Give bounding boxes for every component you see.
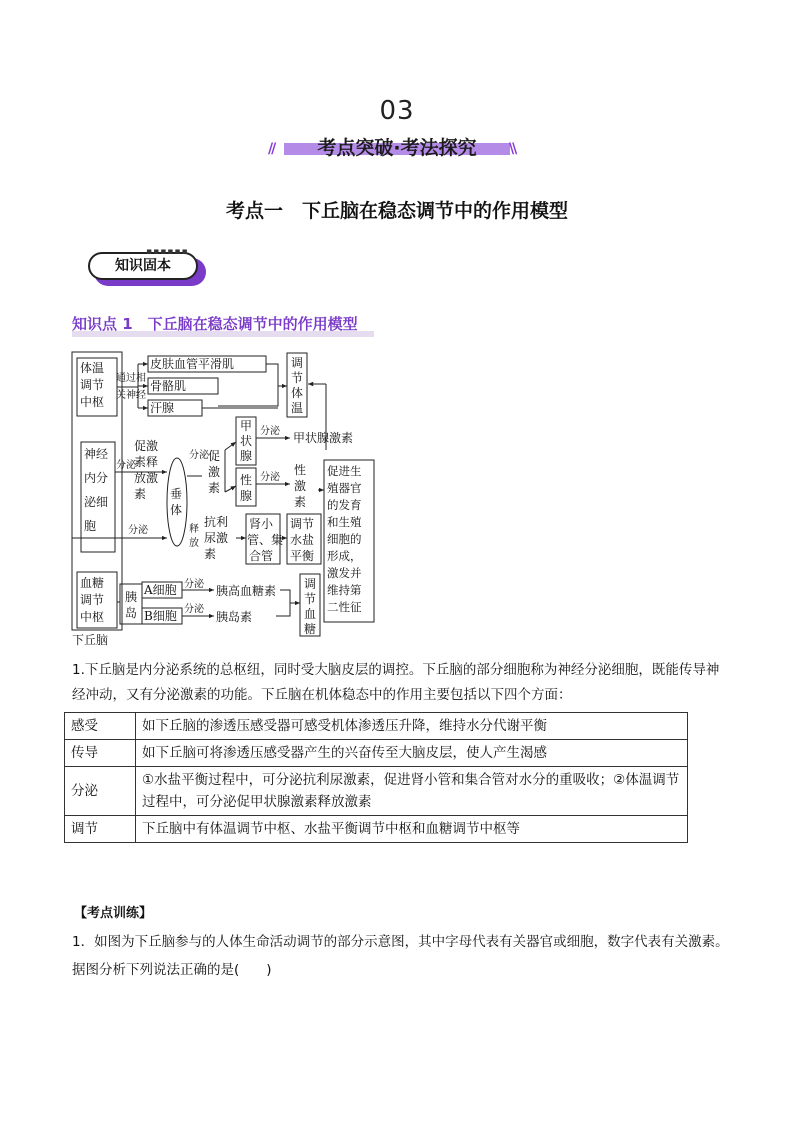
shenxiao-2: 管、集 <box>247 533 284 547</box>
tongguo-line-1: 通过相 <box>116 373 146 384</box>
fenmi-label-4: 分泌 <box>260 426 280 437</box>
knowledge-point-title <box>72 313 358 334</box>
yidao-2: 岛 <box>125 606 138 620</box>
table-row <box>65 713 688 740</box>
xuetang-line-1: 血糖 <box>80 576 105 590</box>
bxibao-label: B细胞 <box>144 609 177 623</box>
fenmi-label-1: 分泌 <box>116 460 136 471</box>
table-cell-key: 感受 <box>65 713 136 740</box>
fenmi-label-6: 分泌 <box>184 579 204 590</box>
xingxian-1: 性 <box>240 473 253 487</box>
shenjing-line-2: 内分 <box>84 471 109 485</box>
tiaojie-xuetang-1: 调 <box>304 577 317 591</box>
table-cell-value: ①水盐平衡过程中，可分泌抗利尿激素，促进肾小管和集合管对水分的重吸收；②体温调节过程中，可分泌促甲状腺激素释放激素 <box>136 767 688 816</box>
page-title: 考点一 下丘脑在稳态调节中的作用模型 <box>225 200 568 222</box>
gugeji-label: 骨骼肌 <box>150 379 187 393</box>
shuiyan-1: 调节 <box>290 517 315 531</box>
table-cell-key: 传导 <box>65 740 136 767</box>
hypothalamus-diagram <box>68 350 388 650</box>
xingjisu-1: 性 <box>294 463 307 477</box>
cujin-3: 的发育 <box>327 498 362 512</box>
cu-line-1: 促 <box>208 449 221 463</box>
section-banner <box>284 135 510 157</box>
table-row <box>65 767 688 816</box>
cu-line-3: 素 <box>208 481 221 495</box>
xingjisu-3: 素 <box>294 495 307 509</box>
fenmi-label-2: 分泌 <box>189 450 209 461</box>
tongguo-line-2: 关神经 <box>116 390 146 401</box>
table-cell-value: 如下丘脑的渗透压感受器可感受机体渗透压升降，维持水分代谢平衡 <box>136 713 688 740</box>
fenmi-label-5: 分泌 <box>260 472 280 483</box>
xiaqiunao-label: 下丘脑 <box>72 633 109 647</box>
slash-deco-right-icon: \\ <box>509 141 516 157</box>
fenmi-label-7: 分泌 <box>184 604 204 615</box>
chuiti-line-1: 垂 <box>170 487 183 501</box>
cujin-5: 细胞的 <box>327 532 362 546</box>
tiaojie-tiwen-2: 节 <box>291 371 304 385</box>
shifang-2: 放 <box>189 538 199 549</box>
cujin-4: 和生殖 <box>327 515 362 529</box>
xuetang-line-2: 调节 <box>80 593 105 607</box>
table-cell-value: 如下丘脑可将渗透压感受器产生的兴奋传至大脑皮层，使人产生渴感 <box>136 740 688 767</box>
training-heading: 【考点训练】 <box>74 906 153 921</box>
hanxian-label: 汗腺 <box>150 401 175 415</box>
badge-dots-icon: ▪▪▪▪▪▪ <box>146 247 189 257</box>
cujin-1: 促进生 <box>327 464 362 478</box>
slash-deco-left-icon: // <box>268 141 275 157</box>
fenmi-label-3: 分泌 <box>128 525 148 536</box>
intro-paragraph: 1.下丘脑是内分泌系统的总枢纽，同时受大脑皮层的调控。下丘脑的部分细胞称为神经分泌细胞，既能传导神经冲动，又有分泌激素的功能。下丘脑在机体稳态中的作用主要包括以下四个方面： <box>72 662 720 703</box>
cujin-8: 维持第 <box>327 583 362 597</box>
shenjing-line-3: 泌细 <box>84 495 109 509</box>
cujisu-line-1: 促激 <box>134 439 159 453</box>
jiazhuangxian-3: 腺 <box>240 449 253 463</box>
xingxian-2: 腺 <box>240 489 253 503</box>
shenxiao-1: 肾小 <box>249 517 274 531</box>
yigao-label: 胰高血糖素 <box>216 584 277 598</box>
xingjisu-2: 激 <box>294 479 307 493</box>
tiwen-line-3: 中枢 <box>80 395 105 409</box>
cujisu-line-4: 素 <box>134 487 147 501</box>
table-cell-key: 调节 <box>65 816 136 843</box>
tiaojie-tiwen-3: 体 <box>291 386 304 400</box>
jiazhuangjisu-label: 甲状腺激素 <box>293 431 354 445</box>
cu-line-2: 激 <box>208 465 221 479</box>
tiaojie-xuetang-2: 节 <box>304 592 317 606</box>
tiaojie-tiwen-4: 温 <box>291 401 304 415</box>
tiaojie-xuetang-3: 血 <box>304 607 317 621</box>
yidaosu-label: 胰岛素 <box>216 610 253 624</box>
kangli-line-3: 素 <box>204 547 217 561</box>
cujin-7: 激发并 <box>327 566 362 580</box>
tiwen-line-2: 调节 <box>80 378 105 392</box>
tiaojie-tiwen-1: 调 <box>291 356 304 370</box>
cujisu-line-2: 素释 <box>134 455 159 469</box>
table-row <box>65 740 688 767</box>
tiaojie-xuetang-4: 糖 <box>304 622 317 636</box>
question-text: 1．如图为下丘脑参与的人体生命活动调节的部分示意图，其中字母代表有关器官或细胞，数字代表有关激素。据图分析下列说法正确的是( ) <box>72 934 729 978</box>
section-number: 03 <box>379 96 415 126</box>
kangli-line-2: 尿激 <box>204 531 229 545</box>
table-cell-key: 分泌 <box>65 767 136 816</box>
knowledge-point-label: 知识点 1 下丘脑在稳态调节中的作用模型 <box>72 315 358 333</box>
kangli-line-1: 抗利 <box>204 515 229 529</box>
section-banner-text: 考点突破·考法探究 <box>317 137 477 159</box>
shenjing-line-4: 胞 <box>84 519 97 533</box>
axibao-label: A细胞 <box>144 583 177 597</box>
shifang-1: 释 <box>189 524 199 535</box>
cujin-9: 二性征 <box>327 600 362 614</box>
shenxiao-3: 合管 <box>249 549 274 563</box>
tiwen-line-1: 体温 <box>80 361 105 375</box>
shuiyan-2: 水盐 <box>290 533 315 547</box>
table-row <box>65 816 688 843</box>
jiazhuangxian-2: 状 <box>240 434 253 448</box>
jiazhuangxian-1: 甲 <box>240 419 253 433</box>
cujin-2: 殖器官 <box>327 481 362 495</box>
cujin-6: 形成， <box>327 549 362 563</box>
badge-label: 知识固本 <box>88 252 198 280</box>
shuiyan-3: 平衡 <box>290 549 315 563</box>
table-cell-value: 下丘脑中有体温调节中枢、水盐平衡调节中枢和血糖调节中枢等 <box>136 816 688 843</box>
shenjing-line-1: 神经 <box>84 447 109 461</box>
section-badge <box>88 247 206 286</box>
function-table <box>64 712 688 843</box>
xuetang-line-3: 中枢 <box>80 610 105 624</box>
chuiti-line-2: 体 <box>170 503 183 517</box>
yidao-1: 胰 <box>125 590 138 604</box>
cujisu-line-3: 放激 <box>134 471 159 485</box>
pifu-label: 皮肤血管平滑肌 <box>150 357 235 371</box>
